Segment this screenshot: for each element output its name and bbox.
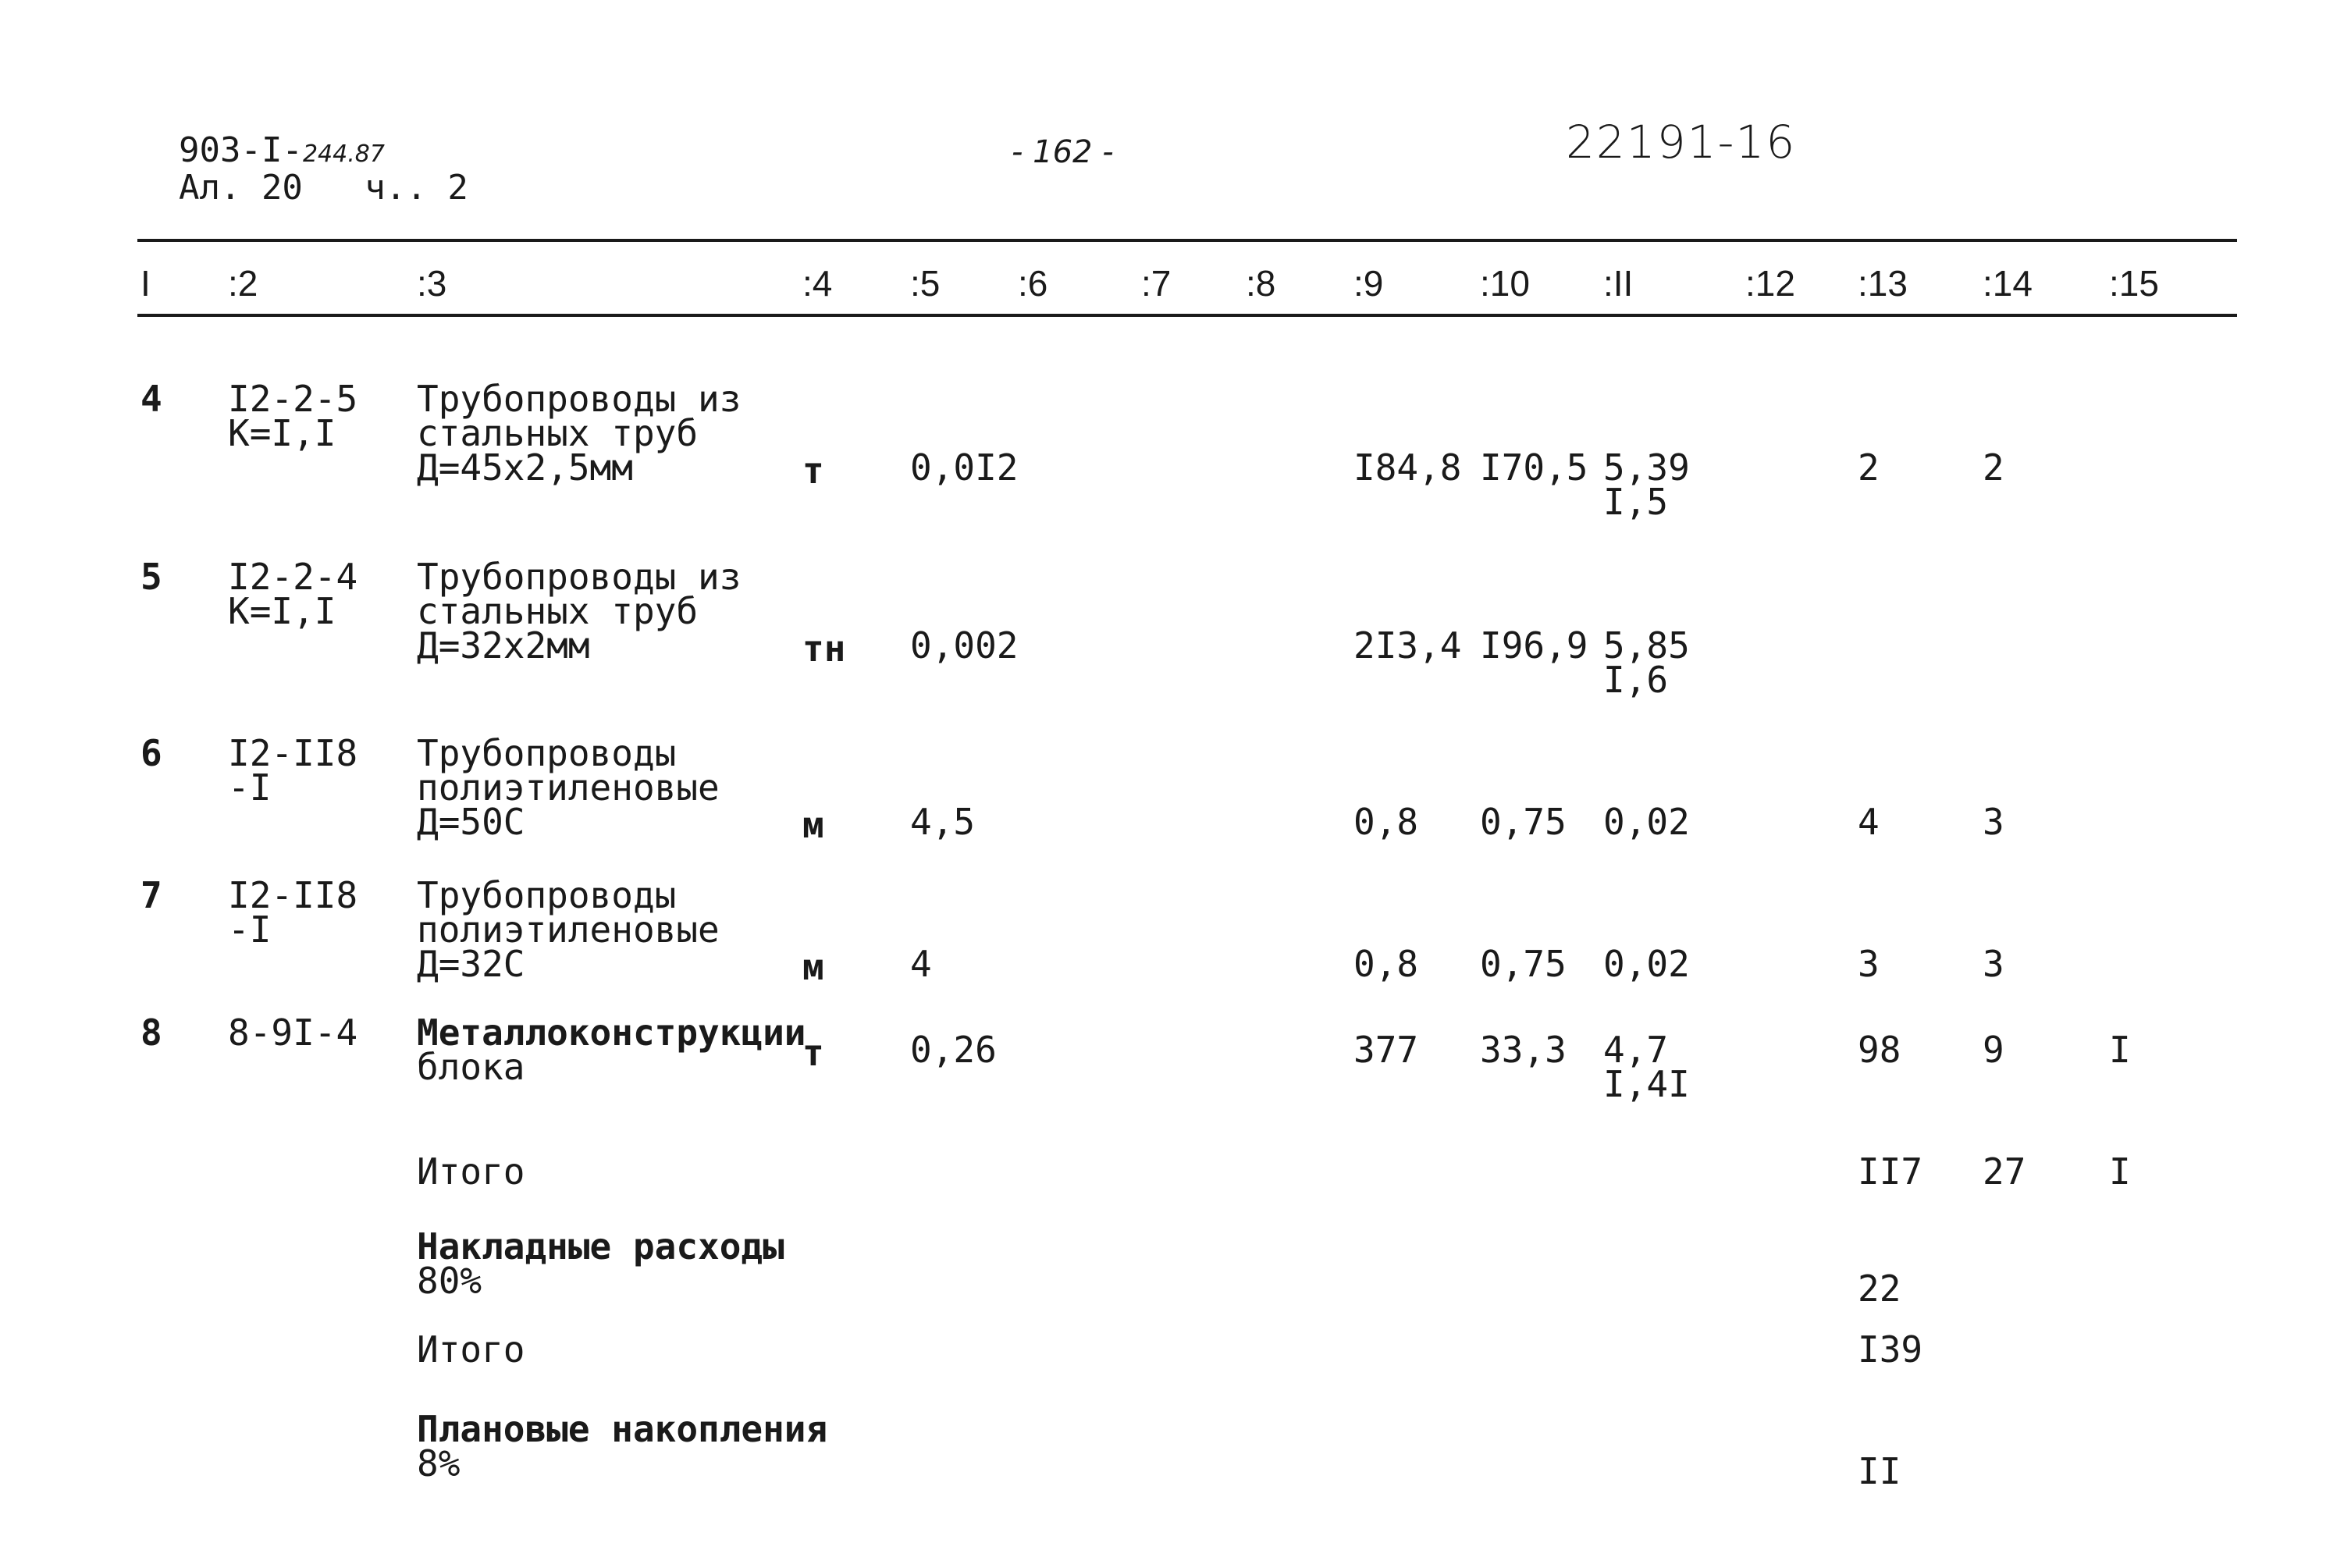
item-description: Трубопроводы [417,732,677,774]
column-header-1: I [140,263,151,304]
column-header-14: :14 [1983,263,2033,304]
col-11-value: 4,7 [1603,1029,1669,1071]
col-13-total: 22 [1858,1268,1901,1310]
rate-code: -I [228,908,272,951]
album-label: Ал. 20 [178,168,303,208]
quantity: 0,0I2 [910,446,1019,489]
column-header-5: :5 [910,263,941,304]
total-label: Накладные расходы [417,1225,784,1268]
column-header-10: :10 [1480,263,1530,304]
col-9-value: I84,8 [1353,446,1462,489]
item-description: полиэтиленовые [417,908,720,951]
item-description: Д=32С [417,943,525,985]
total-label: 80% [417,1260,482,1302]
column-header-9: :9 [1353,263,1384,304]
total-label: Плановые накопления [417,1408,828,1450]
col-14-value: 2 [1983,446,2004,489]
item-description: блока [417,1046,525,1088]
item-description: стальных труб [417,590,699,632]
total-label: 8% [417,1442,461,1484]
col-13-total: II7 [1858,1150,1923,1193]
col-10-value: 0,75 [1480,801,1567,843]
col-13-value: 2 [1858,446,1880,489]
col-10-value: 0,75 [1480,943,1567,985]
item-description: стальных труб [417,412,699,454]
col-13-total: II [1858,1450,1901,1492]
column-header-4: :4 [802,263,833,304]
col-15-total: I [2109,1150,2131,1193]
item-description: Трубопроводы из [417,378,742,420]
col-9-value: 0,8 [1353,943,1419,985]
document-code-handwritten: 244.87 [302,140,385,168]
quantity: 0,26 [910,1029,997,1071]
col-11-value: 5,85 [1603,624,1690,667]
item-description: Трубопроводы [417,874,677,916]
unit-of-measure: т [802,1032,824,1074]
item-description: Д=45х2,5мм [417,446,633,489]
rate-code: I2-II8 [228,732,358,774]
rate-code: 8-9I-4 [228,1012,358,1054]
quantity: 4,5 [910,801,976,843]
col-11-value: I,5 [1603,481,1669,523]
total-label: Итого [417,1328,525,1371]
row-number: 7 [140,874,162,916]
rate-code: К=I,I [228,412,336,454]
unit-of-measure: м [802,804,824,846]
col-9-value: 2I3,4 [1353,624,1462,667]
rate-code: К=I,I [228,590,336,632]
document-number: 22191-16 [1566,116,1797,169]
column-header-15: :15 [2109,263,2159,304]
col-11-value: 5,39 [1603,446,1690,489]
col-10-value: I96,9 [1480,624,1588,667]
table-top-rule [137,239,2237,242]
item-description: Д=50С [417,801,525,843]
table-header-rule [137,314,2237,317]
column-header-8: :8 [1246,263,1276,304]
row-number: 4 [140,378,162,420]
column-header-13: :13 [1858,263,1908,304]
col-13-value: 98 [1858,1029,1901,1071]
col-13-total: I39 [1858,1328,1923,1371]
col-10-value: 33,3 [1480,1029,1567,1071]
item-description: Трубопроводы из [417,556,742,598]
quantity: 4 [910,943,932,985]
col-10-value: I70,5 [1480,446,1588,489]
column-header-11: :II [1603,263,1634,304]
col-9-value: 377 [1353,1029,1419,1071]
rate-code: -I [228,766,272,809]
part-label: ч.. 2 [365,168,468,208]
row-number: 6 [140,732,162,774]
column-header-3: :3 [417,263,447,304]
column-header-6: :6 [1018,263,1048,304]
col-14-value: 3 [1983,801,2004,843]
col-11-value: 0,02 [1603,943,1690,985]
item-description: Д=32х2мм [417,624,590,667]
rate-code: I2-II8 [228,874,358,916]
col-11-value: I,4I [1603,1063,1690,1105]
column-header-7: :7 [1141,263,1172,304]
unit-of-measure: м [802,946,824,988]
col-9-value: 0,8 [1353,801,1419,843]
page-number: - 162 - [1012,134,1114,170]
col-13-value: 3 [1858,943,1880,985]
rate-code: I2-2-4 [228,556,358,598]
document-code-prefix: 903-I- [178,130,303,170]
col-15-value: I [2109,1029,2131,1071]
unit-of-measure: тн [802,628,846,670]
col-14-value: 3 [1983,943,2004,985]
row-number: 8 [140,1012,162,1054]
col-14-total: 27 [1983,1150,2026,1193]
row-number: 5 [140,556,162,598]
total-label: Итого [417,1150,525,1193]
unit-of-measure: т [802,450,824,492]
col-11-value: I,6 [1603,659,1669,701]
column-header-12: :12 [1745,263,1795,304]
album-part [137,134,468,206]
col-13-value: 4 [1858,801,1880,843]
item-description: Металлоконструкции [417,1012,806,1054]
column-header-2: :2 [228,263,258,304]
rate-code: I2-2-5 [228,378,358,420]
quantity: 0,002 [910,624,1019,667]
item-description: полиэтиленовые [417,766,720,809]
col-11-value: 0,02 [1603,801,1690,843]
col-14-value: 9 [1983,1029,2004,1071]
